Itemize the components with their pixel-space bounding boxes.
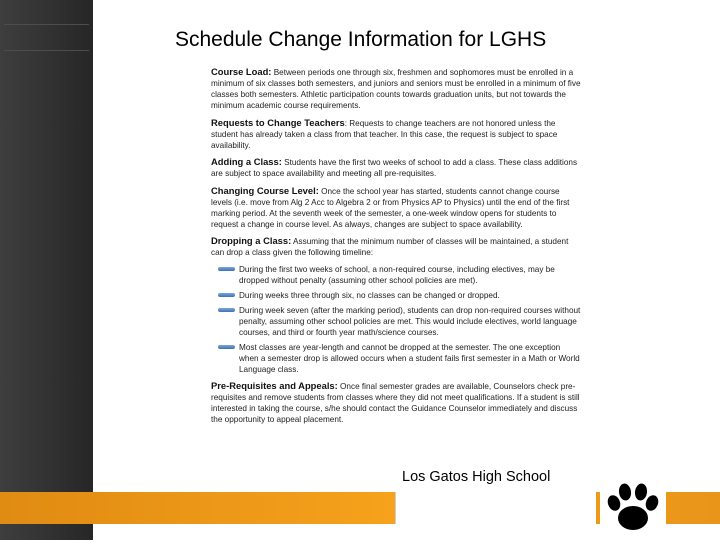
list-item-text: During week seven (after the marking period), students can drop non-required courses without penalty, assuming other school policies are met. This would include electives, world language courses, and third or fourth year math/science courses. [239, 305, 581, 337]
requests-section [211, 117, 581, 151]
section-text: Once the school year has started, students cannot change course levels (i.e. move from Alg 2 Acc to Algebra 2 or from Physics AP to Physics) until the end of the first marking period. At the seventh week of the semester, a one-week window opens for students to request a change in course level. As always, changes are subject to space availability. [211, 186, 570, 229]
list-item-text: During the first two weeks of school, a non-required course, including electives, may be dropped without penalty (assuming other school policies are met). [239, 264, 555, 285]
bullet-bar-icon [218, 308, 235, 312]
dropping-section [211, 235, 581, 258]
footer-label-box [395, 492, 596, 524]
list-item [211, 290, 581, 301]
list-item [211, 264, 581, 286]
left-sidebar [0, 0, 93, 540]
section-text: Between periods one through six, freshmen and sophomores must be enrolled in a minimum of six classes both semesters, and juniors and seniors must be enrolled in a minimum of five classes both semesters. Athletic participation counts towards graduation units, but not towards the minimum academic course requirements. [211, 68, 581, 110]
section-text: Students have the first two weeks of school to add a class. These class additions are subject to space availability and meeting all pre-requisites. [211, 158, 578, 178]
bullet-bar-icon [218, 293, 235, 297]
adding-section [211, 156, 581, 179]
bullet-bar-icon [218, 267, 235, 271]
section-heading: Pre-Requisites and Appeals: [211, 379, 338, 391]
sidebar-divider [4, 24, 89, 25]
section-text: Assuming that the minimum number of classes will be maintained, a student can drop a class given the following timeline: [211, 237, 569, 257]
school-logo [600, 476, 666, 540]
section-heading: Dropping a Class: [211, 235, 292, 246]
section-heading: Adding a Class: [211, 156, 282, 167]
section-heading: Requests to Change Teachers [211, 116, 345, 128]
sidebar-divider [4, 50, 89, 51]
section-heading: Changing Course Level: [211, 184, 319, 196]
list-item [211, 305, 581, 338]
document-body [211, 66, 581, 430]
footer-school-name: Los Gatos High School [402, 469, 551, 485]
section-text: : Requests to change teachers are not honored unless the student has already taken a class from that teacher. In this case, the request is subject to space availability. [211, 118, 558, 150]
list-item [211, 342, 581, 375]
list-item-text: During weeks three through six, no classes can be changed or dropped. [239, 290, 500, 300]
course-load-section [211, 66, 581, 111]
section-text: Once final semester grades are available, Counselors check pre-requisites and remove students from classes where they did not meet qualifications. If a student is still interested in taking the course, s/he should contact the Guidance Counselor immediately and discuss the opportunity to appeal placement. [211, 381, 580, 424]
slide-title: Schedule Change Information for LGHS [175, 28, 547, 51]
dropping-timeline-list [211, 264, 581, 375]
list-item-text: Most classes are year-length and cannot be dropped at the semester. The one exception when a semester drop is allowed occurs when a student fails first semester in a Math or World Language class. [239, 342, 580, 374]
paw-print-icon [600, 476, 666, 540]
changing-level-section [211, 185, 581, 230]
section-heading: Course Load: [211, 66, 272, 77]
bullet-bar-icon [218, 345, 235, 349]
prereq-section [211, 380, 581, 425]
